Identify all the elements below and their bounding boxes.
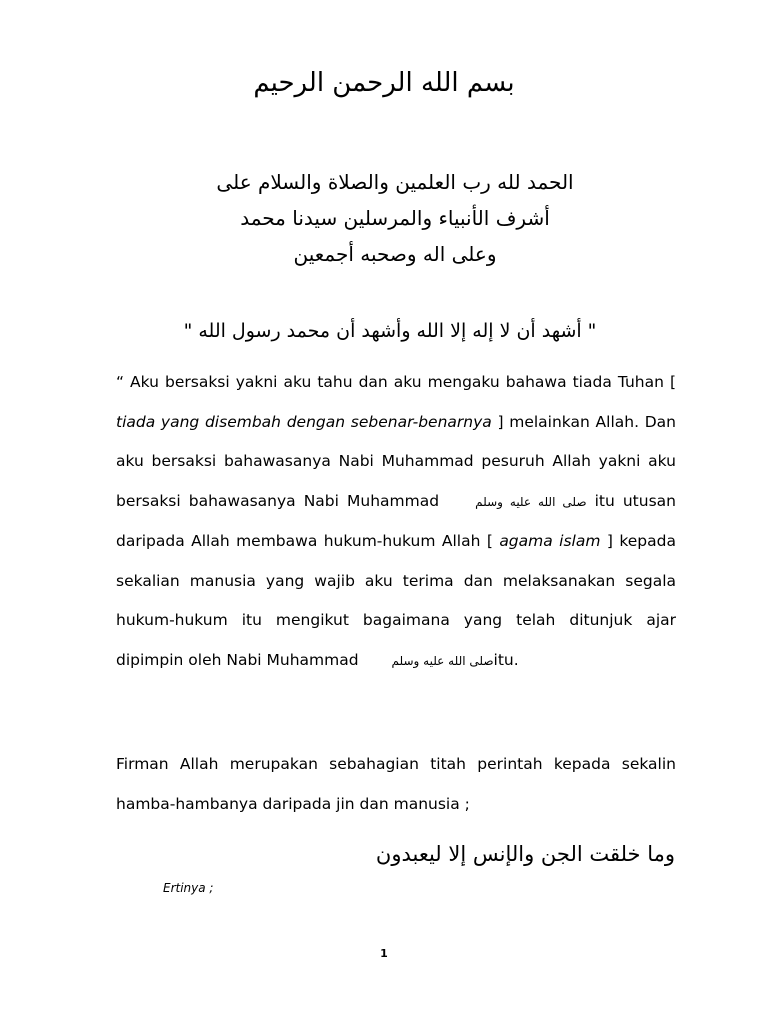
ertinya-label: Ertinya ; [163, 881, 214, 895]
page-number: 1 [380, 947, 388, 960]
firman-paragraph: Firman Allah merupakan sebahagian titah perintah kepada sekalin hamba-hambanya daripada jin dan manusia ; [116, 755, 676, 813]
hamdalah-block [115, 164, 675, 272]
basmala-heading: بسم الله الرحمن الرحيم [253, 68, 515, 98]
quran-verse: وما خلقت الجن والإنس إلا ليعبدون [375, 842, 675, 866]
hamdalah-line-1: الحمد لله رب العلمين والصلاة والسلام على [216, 170, 574, 194]
hamdalah-line-2: أشرف الأنبياء والمرسلين سيدنا محمد [240, 206, 550, 230]
hamdalah-line-3: وعلى اله وصحبه أجمعين [293, 242, 497, 266]
para1-segment-4: ] kepada sekalian manusia yang wajib aku terima dan melaksanakan segala hukum-hukum itu mengikut bagaimana yang telah ditunjuk ajar dipimpin oleh Nabi Muhammad [116, 532, 676, 669]
salawat-inline-1: صلى الله عليه وسلم [475, 494, 587, 509]
para1-segment-5: itu. [493, 650, 519, 669]
testimony-paragraph [116, 363, 676, 681]
para1-segment-1: “ Aku bersaksi yakni aku tahu dan aku mengaku bahawa tiada Tuhan [ [116, 373, 676, 391]
salawat-inline-2: صلى الله عليه وسلم [391, 653, 494, 668]
para1-italic-1: tiada yang disembah dengan sebenar-benarnya [116, 412, 492, 431]
para1-italic-2: agama islam [499, 532, 601, 550]
shahadah-text: " أشهد أن لا إله إلا الله وأشهد أن محمد رسول الله " [183, 320, 597, 342]
para1-segment-2: ] melainkan Allah. Dan aku bersaksi bahawasanya Nabi Muhammad pesuruh Allah yakni aku bersaksi bahawasanya Nabi Muhammad [116, 412, 676, 510]
para1-segment-3: itu utusan daripada Allah membawa hukum-hukum Allah [ [116, 491, 676, 550]
